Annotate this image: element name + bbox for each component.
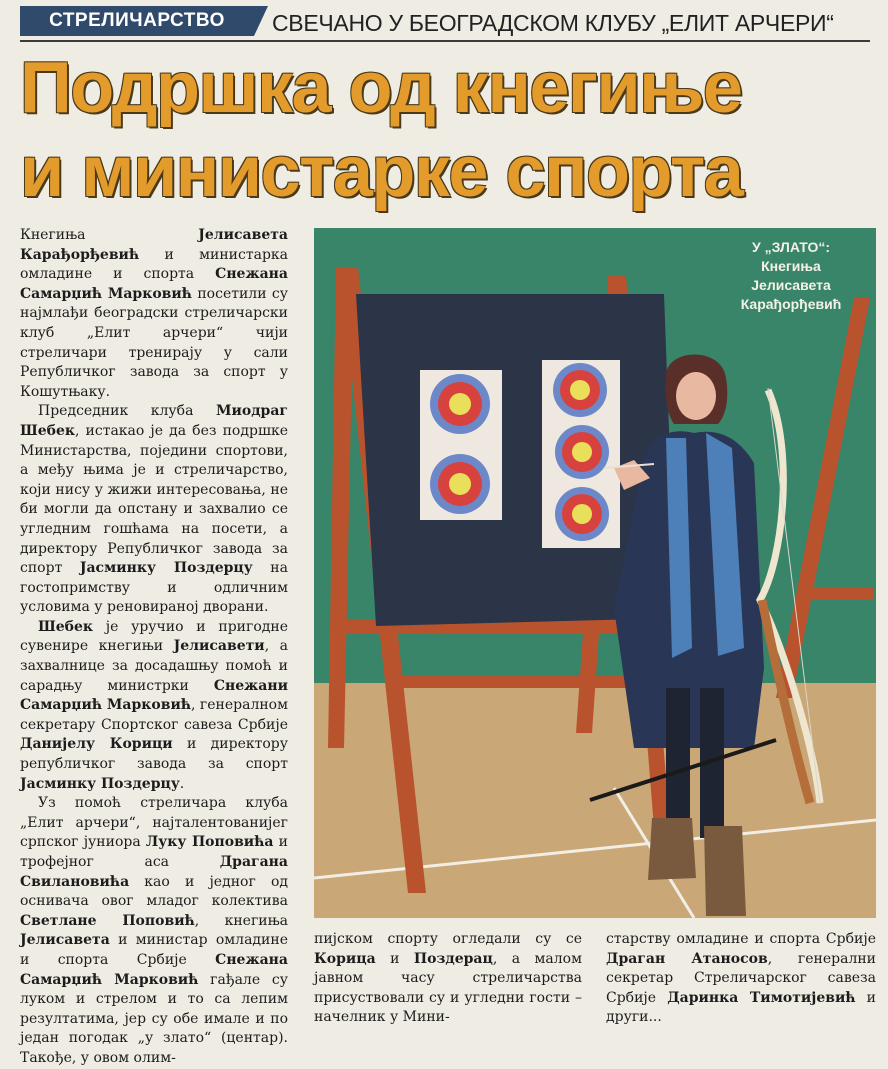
article-column-2: пијском спорту огледали су се Корица и Поздерац, а малом јавном часу стреличарства присуствовали су и угледни гости – начелник у Мини- <box>314 931 582 1026</box>
header-divider <box>20 40 870 42</box>
section-rubric: СТРЕЛИЧАРСТВО <box>20 6 254 36</box>
photo-caption: У „ЗЛАТО“: Кнегиња Јелисавета Карађорђевић <box>740 239 842 312</box>
article-header <box>0 0 888 44</box>
headline-line-1: Подршка од кнегиње <box>20 48 742 128</box>
rubric-tab-corner <box>254 6 268 36</box>
paragraph-1: Кнегиња Јелисавета Карађорђевић и министарка омладине и спорта Снежана Самарџић Марковић посетили су најмлађи београдски стреличарски клуб „Елит арчери“ чији стреличари тренирају у сали Републичког завода за спорт у Кошутњаку. <box>20 227 288 400</box>
article-photo <box>314 228 876 918</box>
article-column-3: старству омладине и спорта Србије Драган Атаносов, генерални секретар Стреличарског савеза Србије Даринка Тимотијевић и други... <box>606 931 876 1026</box>
article-column-1 <box>20 226 288 1069</box>
target-face-left-top <box>430 374 490 434</box>
paragraph-3: Шебек је уручио и пригодне сувенире кнегињи Јелисавети, а захвалнице за досадашњу помоћ и сарадњу министрки Снежани Самарџић Марковић, генералном секретару Спортског савеза Србије Данијелу Корици и директору републичког завода за спорт Јасминку Поздерцу. <box>20 618 289 792</box>
paragraph-4: Уз помоћ стреличара клуба „Елит арчери“, најталентованијег српског јуниора Луку Поповића и трофејног аса Драгана Свилановића као и једног од оснивача овог младог колектива Светлане Поповић, кнегиња Јелисавета и министар омладине и спорта Србије Снежана Самарџић Марковић гађале су луком и стрелом и то са лепим резултатима, јер су обе имале и по један погодак „у злато“ (центар). Такође, у овом олим- <box>20 795 288 1066</box>
paragraph-2: Председник клуба Миодраг Шебек, истакао је да без подршке Министарства, поједини спортови, а међу њима је и стреличарство, који нису у жижи интересовања, не би могли да опстану и захвалио се угледним гошћама на посети, а директору Републичког завода за спорт Јасминку Поздерцу на гостопримству и одличним условима у реновираној дворани. <box>20 403 288 616</box>
archery-scene-illustration <box>314 228 876 918</box>
article-headline <box>20 46 880 214</box>
article-subhead: СВЕЧАНО У БЕОГРАДСКОМ КЛУБУ „ЕЛИТ АРЧЕРИ“ <box>272 10 834 36</box>
headline-line-2: и министарке спорта <box>20 132 743 212</box>
